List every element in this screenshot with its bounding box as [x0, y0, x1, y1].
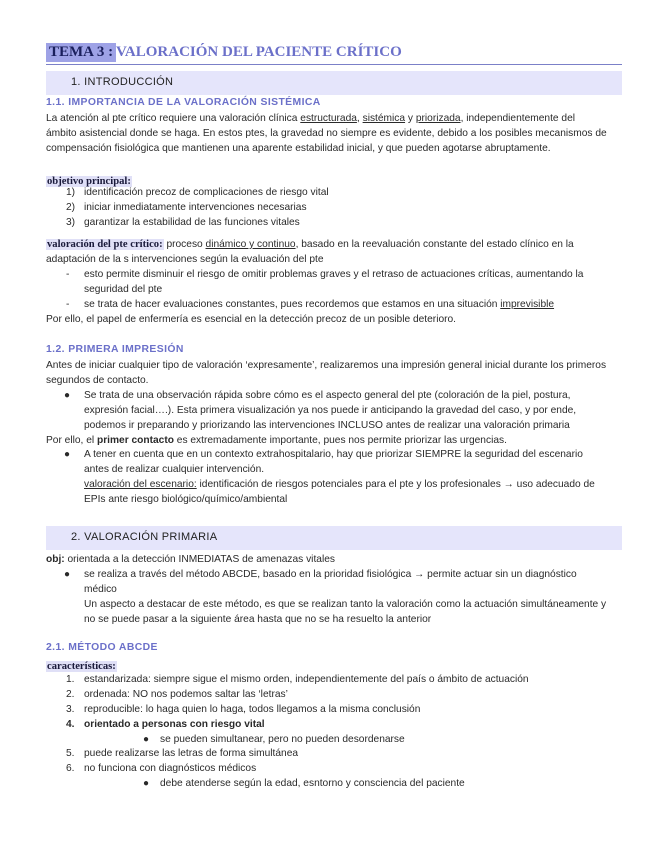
list-num: 3. — [66, 704, 75, 715]
list-item: reproducible: lo haga quien lo haga, todos llegamos a la misma conclusión — [84, 704, 421, 715]
bullet-item: EPIs ante riesgo biológico/químico/ambiental — [84, 494, 288, 505]
characteristics-label: características: — [47, 661, 116, 672]
list-item: ordenada: NO nos podemos saltar las ‘letras’ — [84, 689, 288, 700]
objective-item-num: 2) — [66, 202, 76, 213]
bullet-item: podemos ir preparando y priorizando las intervenciones INCLUSO antes de realizar una valoración primaria — [84, 420, 570, 431]
topic-label: TEMA 3 : — [46, 43, 116, 62]
objective-item: garantizar la estabilidad de las funciones vitales — [84, 217, 300, 228]
objective-item-num: 1) — [66, 187, 76, 198]
objective-line: obj: orientada a la detección INMEDIATAS de amenazas vitales — [46, 554, 335, 565]
list-num: 1. — [66, 674, 75, 685]
list-item: no funciona con diagnósticos médicos — [84, 763, 257, 774]
dash-item: seguridad del pte — [84, 284, 163, 295]
objective-item-num: 3) — [66, 217, 76, 228]
paragraph-line: Antes de iniciar cualquier tipo de valoración ‘expresamente’, realizaremos una impresión general inicial durante los primeros — [46, 360, 607, 371]
paragraph-line: segundos de contacto. — [46, 375, 149, 386]
bullet-icon: ● — [64, 390, 71, 401]
bullet-item: Un aspecto a destacar de este método, es que se realizan tanto la valoración como la actuación simultáneamente y — [84, 599, 607, 610]
dash-item: esto permite disminuir el riesgo de omitir problemas graves y el retraso de actuaciones críticas, aumentando la — [84, 269, 584, 280]
paragraph-line: ámbito asistencial donde se haga. En estos ptes, la gravedad no siempre es evidente, debido a los posibles mecanismos de — [46, 128, 607, 139]
bullet-item: se realiza a través del método ABCDE, basado en la prioridad fisiológica → permite actuar sin un diagnóstico — [84, 569, 577, 580]
section-1-band — [46, 71, 622, 95]
bullet-item: médico — [84, 584, 117, 595]
paragraph-line: Por ello, el primer contacto es extremadamente importante, pues nos permite priorizar las urgencias. — [46, 435, 507, 446]
sub-item: se pueden simultanear, pero no pueden desordenarse — [160, 734, 405, 745]
dash-item: se trata de hacer evaluaciones constantes, pues recordemos que estamos en una situación imprevisible — [84, 299, 555, 310]
sub-item: debe atenderse según la edad, esntorno y consciencia del paciente — [160, 778, 465, 789]
document-title — [46, 42, 622, 65]
paragraph-line: adaptación de la s intervenciones según la evaluación del pte — [46, 254, 324, 265]
list-num: 6. — [66, 763, 75, 774]
topic-title: VALORACIÓN DEL PACIENTE CRÍTICO — [116, 44, 402, 60]
list-num: 2. — [66, 689, 75, 700]
bullet-item: A tener en cuenta que en un contexto extrahospitalario, hay que priorizar SIEMPRE la seguridad del escenario — [84, 449, 583, 460]
list-num: 4. — [66, 719, 75, 730]
list-item: estandarizada: siempre sigue el mismo orden, independientemente del país o ámbito de actuación — [84, 674, 529, 685]
bullet-icon: ● — [64, 449, 71, 460]
objective-item: identificación precoz de complicaciones de riesgo vital — [84, 187, 329, 198]
section-2-heading: 2. VALORACIÓN PRIMARIA — [71, 531, 218, 543]
section-2-band — [46, 526, 622, 550]
paragraph-line: compensación fisiológica que mantienen una aparente estabilidad inicial, y que pueden agotarse abruptamente. — [46, 143, 551, 154]
dash-bullet: - — [66, 299, 70, 310]
paragraph-line: Por ello, el papel de enfermería es esencial en la detección precoz de un posible deterioro. — [46, 314, 457, 325]
dash-bullet: - — [66, 269, 70, 280]
bullet-item: valoración del escenario: identificación de riesgos potenciales para el pte y los profesionales → uso adecuado de — [84, 479, 595, 490]
bullet-item: Se trata de una observación rápida sobre cómo es el aspecto general del pte (coloración de la piel, postura, — [84, 390, 571, 401]
assessment-definition: valoración del pte crítico: proceso dinámico y continuo, basado en la reevaluación constante del estado clínico en la — [47, 239, 574, 250]
bullet-item: antes de realizar cualquier intervención. — [84, 464, 265, 475]
paragraph-line: La atención al pte crítico requiere una valoración clínica estructurada, sistémica y priorizada, independientemente del — [46, 113, 575, 124]
subsection-2-1-heading: 2.1. MÉTODO ABCDE — [46, 642, 158, 653]
bullet-icon: ● — [143, 734, 150, 745]
list-item: orientado a personas con riesgo vital — [84, 719, 265, 730]
subsection-1-1-heading: 1.1. IMPORTANCIA DE LA VALORACIÓN SISTÉMICA — [46, 97, 321, 108]
bullet-item: expresión facial….). Esta primera visualización ya nos puede ir anticipando la gravedad del caso, y por ende, — [84, 405, 577, 416]
section-1-heading: 1. INTRODUCCIÓN — [71, 76, 174, 88]
subsection-1-2-heading: 1.2. PRIMERA IMPRESIÓN — [46, 344, 184, 355]
objective-label: objetivo principal: — [47, 176, 131, 187]
list-num: 5. — [66, 748, 75, 759]
bullet-item: no se puede pasar a la siguiente área hasta que no se ha resuelto la anterior — [84, 614, 432, 625]
bullet-icon: ● — [64, 569, 71, 580]
list-item: puede realizarse las letras de forma simultánea — [84, 748, 299, 759]
objective-item: iniciar inmediatamente intervenciones necesarias — [84, 202, 307, 213]
bullet-icon: ● — [143, 778, 150, 789]
